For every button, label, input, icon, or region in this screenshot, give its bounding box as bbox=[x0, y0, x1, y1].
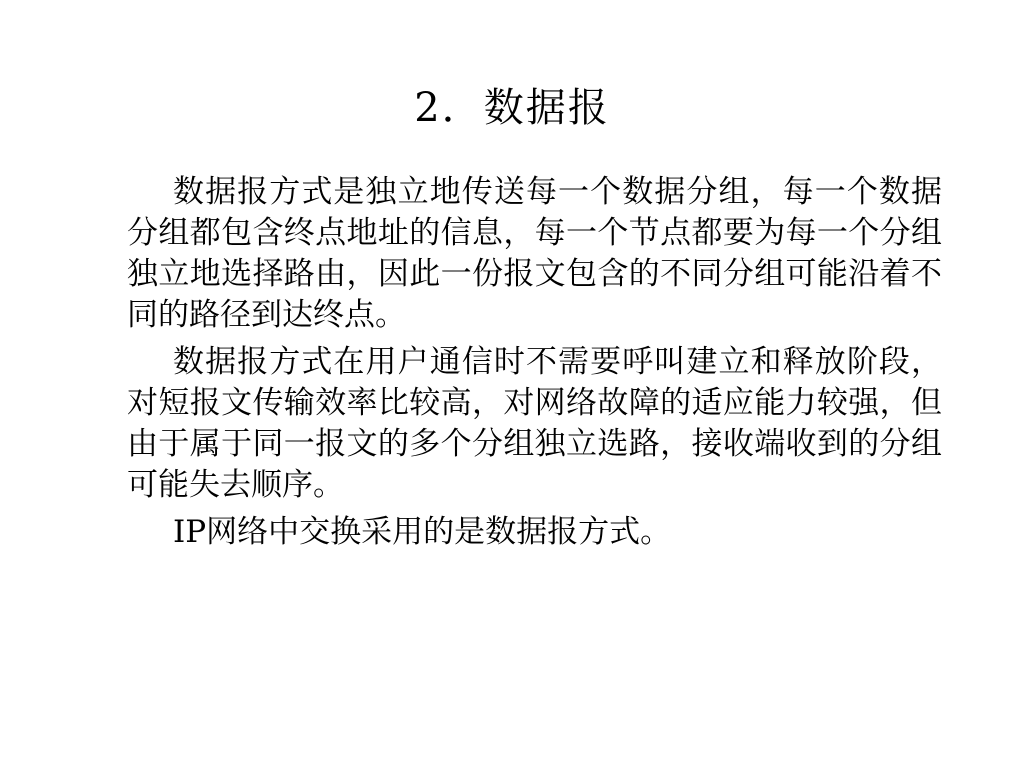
paragraph-datagram-definition: 数据报方式是独立地传送每一个数据分组，每一个数据分组都包含终点地址的信息，每一个节点都要为每一个分组独立地选择路由，因此一份报文包含的不同分组可能沿着不同的路径到达终点。 bbox=[127, 174, 942, 333]
slide-body bbox=[127, 172, 942, 559]
paragraph-ip-network: IP网络中交换采用的是数据报方式。 bbox=[173, 514, 672, 550]
paragraph-datagram-characteristics: 数据报方式在用户通信时不需要呼叫建立和释放阶段，对短报文传输效率比较高，对网络故障的适应能力较强，但由于属于同一报文的多个分组独立选路，接收端收到的分组可能失去顺序。 bbox=[127, 344, 942, 503]
slide-title: 2．数据报 bbox=[414, 85, 610, 131]
